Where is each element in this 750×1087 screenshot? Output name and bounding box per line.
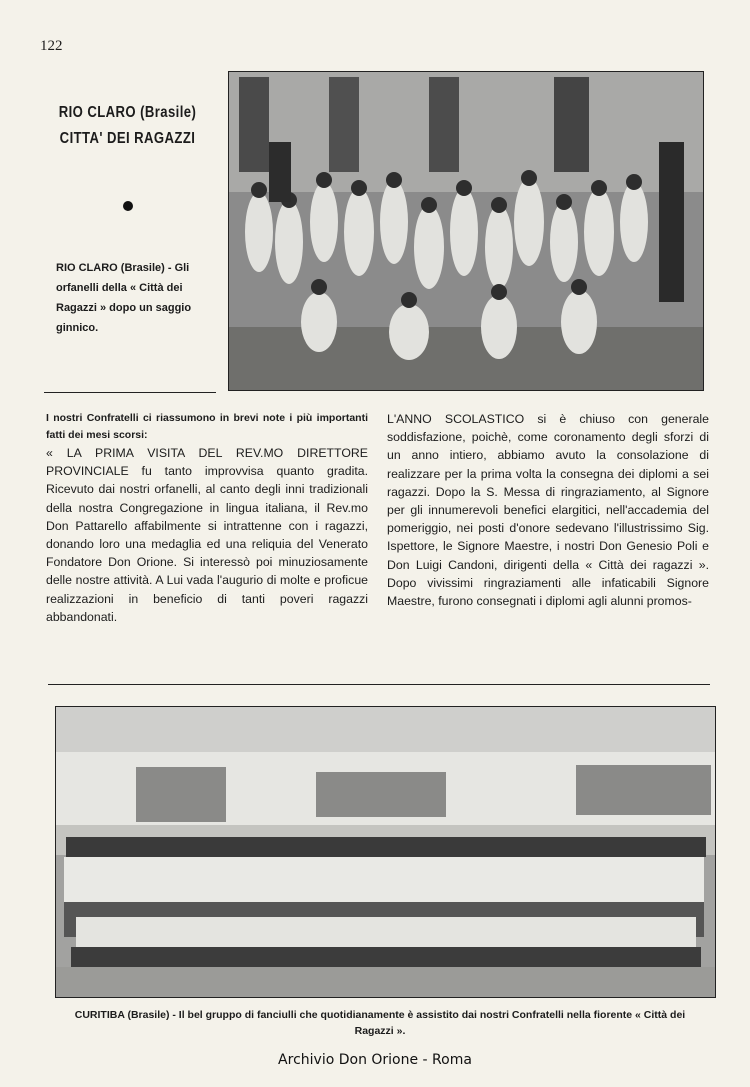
article-title <box>56 100 200 152</box>
caption-top: RIO CLARO (Brasile) - Gli orfanelli della « Città dei Ragazzi » dopo un saggio ginnico. <box>56 262 192 334</box>
bullet-dot <box>123 201 133 211</box>
photo-curitiba-group <box>55 706 716 998</box>
column-left <box>46 410 368 626</box>
page-number: 122 <box>40 38 63 54</box>
title-line-1: RIO CLARO (Brasile) <box>58 104 197 121</box>
intro-text: I nostri Confratelli ci riassumono in brevi note i più importanti fatti dei mesi scorsi: <box>46 412 368 441</box>
photo-rio-claro-group <box>228 71 704 391</box>
column-right <box>387 410 709 610</box>
divider-long <box>48 684 710 685</box>
title-line-2: CITTA' DEI RAGAZZI <box>59 130 196 147</box>
divider-short <box>44 392 216 393</box>
archive-watermark: Archivio Don Orione - Roma <box>278 1052 472 1068</box>
right-body-text: L'ANNO SCOLASTICO si è chiuso con generale soddisfazione, poichè, come coronamento degli sforzi di un anno intiero, abbiamo avuto la consolazione di realizzare per la prima volta la consegna dei diplomi a sei ragazzi. Dopo la S. Messa di ringraziamento, al Signore per gli innumerevoli benefici elargitici, nell'accademia del pomeriggio, nei posti d'onore sedevano l'illustrissimo Sig. Ispettore, le Signore Maestre, i nostri Don Genesio Poli e Don Luigi Candoni, dirigenti della « Città dei ragazzi ». Dopo vivissimi ringraziamenti alle infaticabili Signore Maestre, furono consegnati i diplomi agli alunni promos- <box>387 412 709 609</box>
caption-bottom: CURITIBA (Brasile) - Il bel gruppo di fanciulli che quotidianamente è assistito dai nostri Confratelli nella fiorente « Città dei Ragazzi ». <box>74 1009 686 1037</box>
left-body-text: « LA PRIMA VISITA DEL REV.MO DIRETTORE PROVINCIALE fu tanto improvvisa quanto gradita. Ricevuto dai nostri orfanelli, al canto degli inni tradizionali della nostra Congregazione in lingua italiana, il Rev.mo Don Pattarello affabilmente si intrattenne con i ragazzi, donando loro una medaglia ed una reliquia del Venerato Fondatore Don Orione. Si interessò poi minuziosamente delle nostre attività. A Lui vada l'augurio di molte e proficue realizzazioni in beneficio di tanti poveri ragazzi abbandonati. <box>46 446 368 624</box>
